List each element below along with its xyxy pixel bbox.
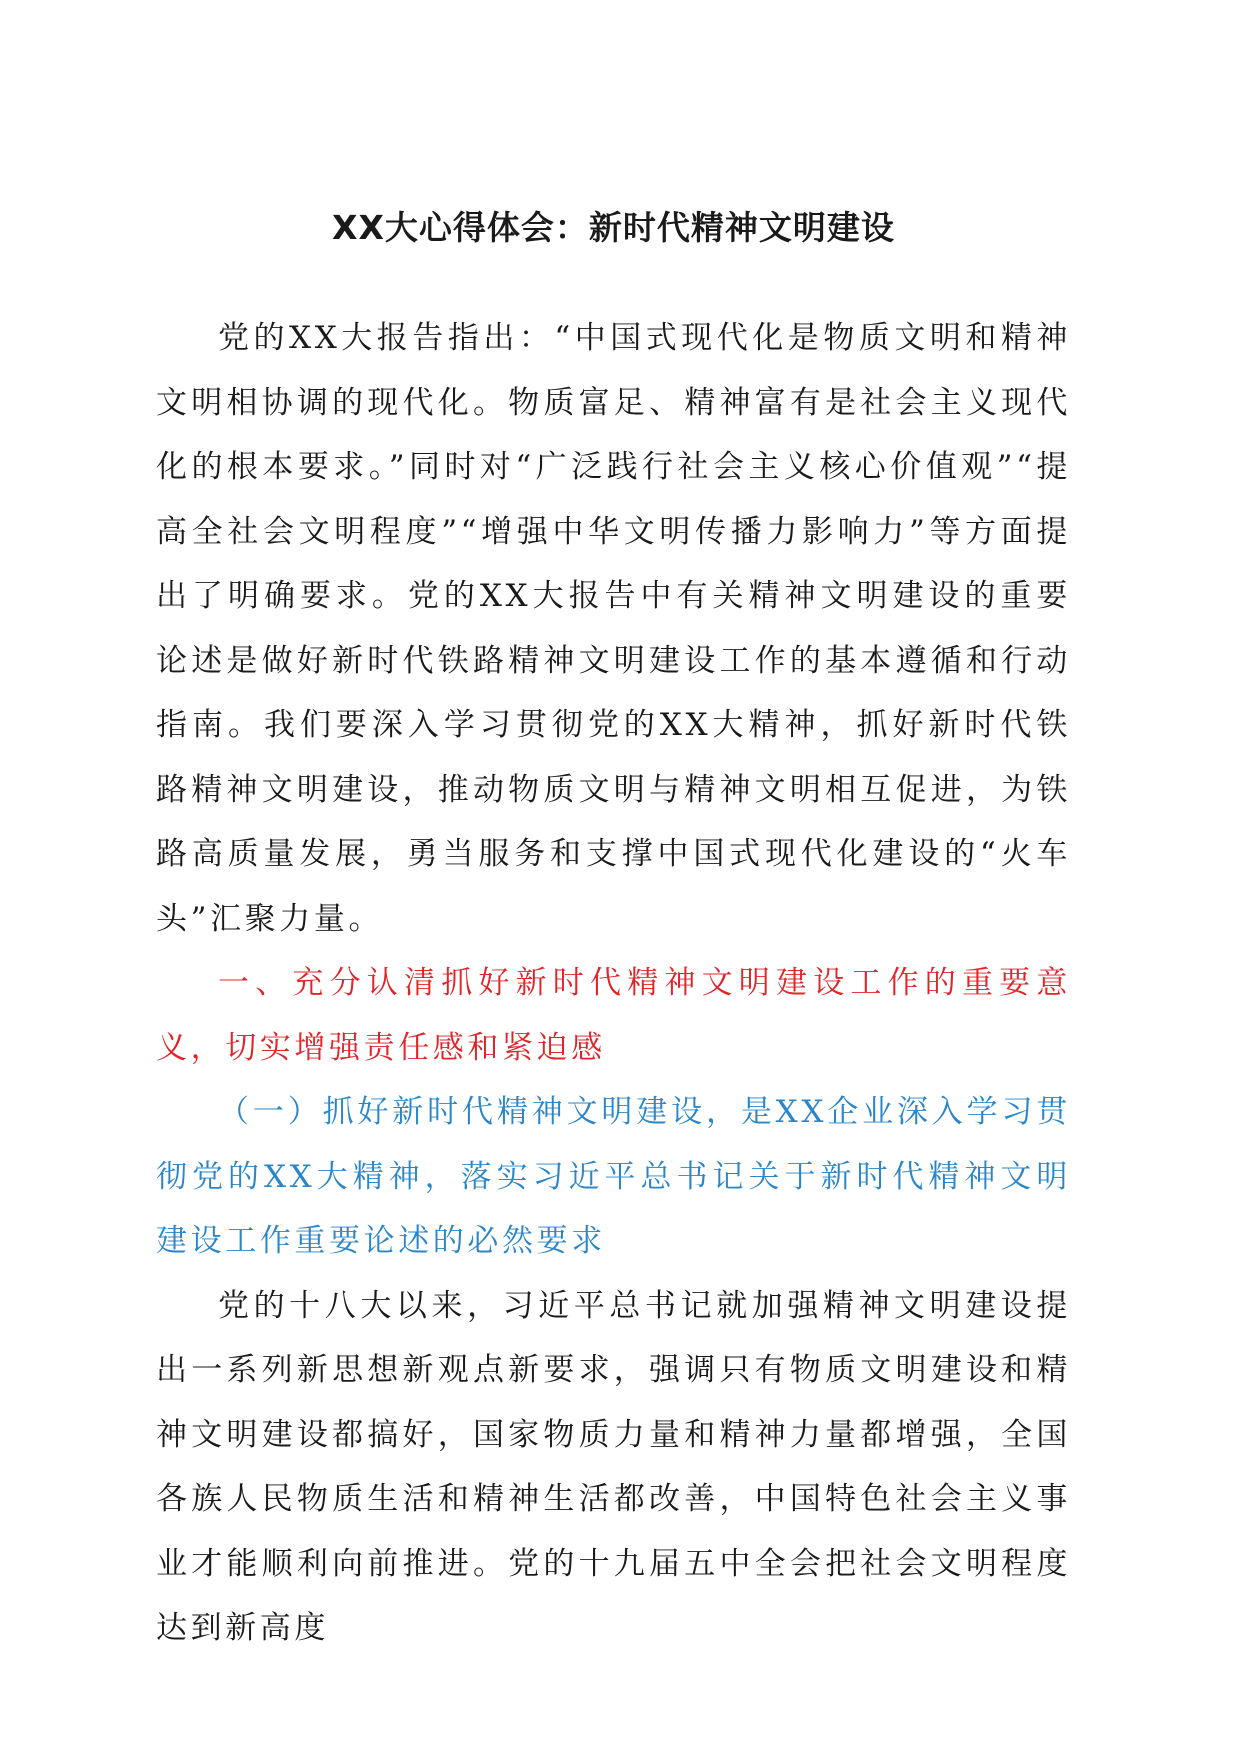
body-paragraph-1: 党的XX大报告指出：“中国式现代化是物质文明和精神文明相协调的现代化。物质富足、精神富有是社会主义现代化的根本要求。”同时对“广泛践行社会主义核心价值观”“提高全社会文明程度”“增强中华文明传播力影响力”等方面提出了明确要求。党的XX大报告中有关精神文明建设的重要论述是做好新时代铁路精神文明建设工作的基本遵循和行动指南。我们要深入学习贯彻党的XX大精神，抓好新时代铁路精神文明建设，推动物质文明与精神文明相互促进，为铁路高质量发展，勇当服务和支撑中国式现代化建设的“火车头”汇聚力量。 [156,320,1071,937]
body-paragraph-2: 党的十八大以来，习近平总书记就加强精神文明建设提出一系列新思想新观点新要求，强调只有物质文明建设和精神文明建设都搞好，国家物质力量和精神力量都增强，全国各族人民物质生活和精神生活都改善，中国特色社会主义事业才能顺利向前推进。党的十九届五中全会把社会文明程度达到新高度 [156,1287,1071,1646]
subsection-heading-1: （一）抓好新时代精神文明建设，是XX企业深入学习贯彻党的XX大精神，落实习近平总书记关于新时代精神文明建设工作重要论述的必然要求 [156,1094,1071,1259]
document-content [156,208,1071,1661]
section-heading-1: 一、充分认清抓好新时代精神文明建设工作的重要意义，切实增强责任感和紧迫感 [156,965,1071,1066]
document-title: XX大心得体会：新时代精神文明建设 [332,208,895,247]
